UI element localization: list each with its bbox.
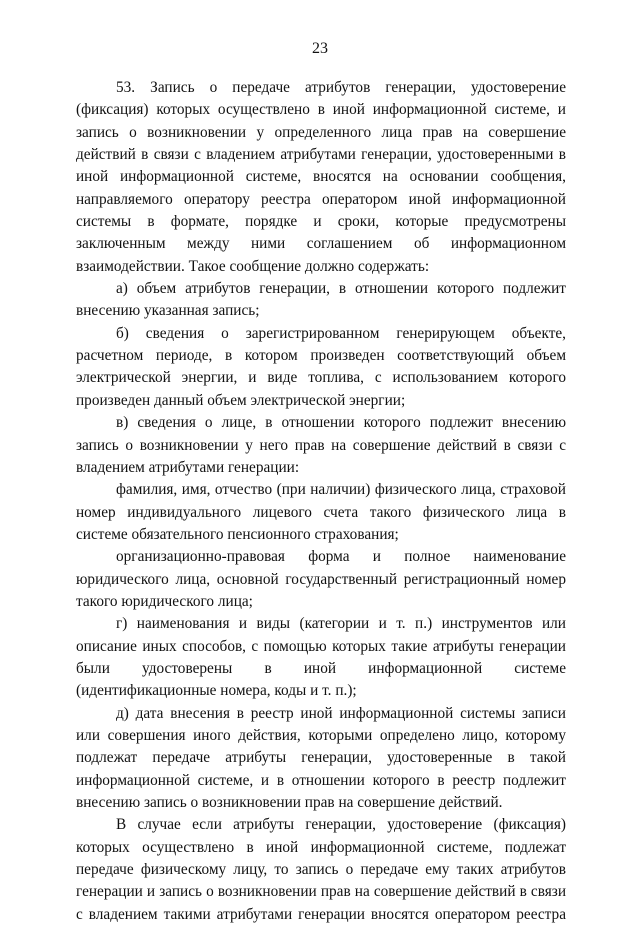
paragraph-item-g: г) наименования и виды (категории и т. п.) инструментов или описание иных способов, с помощью которых такие атрибуты генерации были удостоверены в иной информационной системе (идентификационные номера, коды и т. п.); [76, 615, 566, 700]
body-text [76, 77, 566, 926]
paragraph-legal-entity: организационно-правовая форма и полное наименование юридического лица, основной государственный регистрационный номер такого юридического лица; [76, 548, 566, 610]
paragraph-53: 53. Запись о передаче атрибутов генерации, удостоверение (фиксация) которых осуществлено в иной информационной системе, и запись о возникновении у определенного лица прав на совершение действий в связи с владением атрибутами генерации, удостоверенными в иной информационной системе, вносятся на основании сообщения, направляемого оператору реестра оператором иной информационной системы в формате, порядке и сроки, которые предусмотрены заключенным между ними соглашением об информационном взаимодействии. Такое сообщение должно содержать: [76, 79, 566, 275]
paragraph-case: В случае если атрибуты генерации, удостоверение (фиксация) которых осуществлено в иной информационной системе, подлежат передаче физическому лицу, то запись о передаче ему таких атрибутов генерации и запись о возникновении прав на совершение действий в связи с владением такими атрибутами генерации вносятся оператором реестра [76, 816, 566, 923]
paragraph-individual: фамилия, имя, отчество (при наличии) физического лица, страховой номер индивидуального лицевого счета такого физического лица в системе обязательного пенсионного страхования; [76, 481, 566, 543]
page-number: 23 [312, 40, 328, 57]
paragraph-item-a: а) объем атрибутов генерации, в отношении которого подлежит внесению указанная запись; [76, 280, 566, 320]
paragraph-item-v: в) сведения о лице, в отношении которого подлежит внесению запись о возникновении у него прав на совершение действий в связи с владением атрибутами генерации: [76, 414, 566, 476]
paragraph-item-d: д) дата внесения в реестр иной информационной системы записи или совершения иного действия, которыми определено лицо, которому подлежат передаче атрибуты генерации, удостоверенные в такой информационной системе, и в отношении которого в реестр подлежит внесению запись о возникновении прав на совершение действий. [76, 704, 566, 811]
paragraph-item-b: б) сведения о зарегистрированном генерирующем объекте, расчетном периоде, в котором произведен соответствующий объем электрической энергии, и виде топлива, с использованием которого произведен данный объем электрической энергии; [76, 324, 566, 409]
